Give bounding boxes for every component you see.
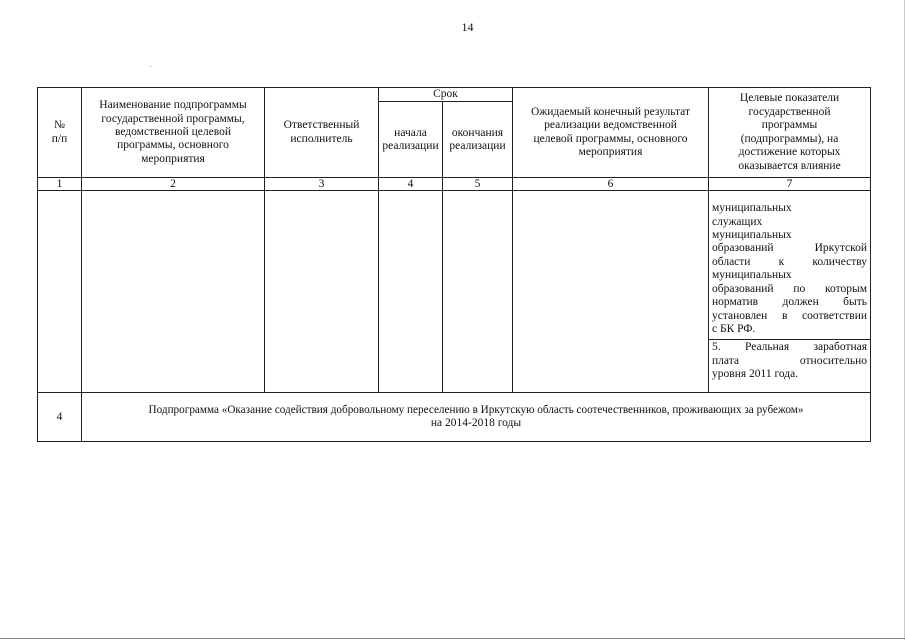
indicator-line: образований по которым bbox=[712, 282, 868, 295]
subprogram-title-line: Подпрограмма «Оказание содействия добровольному переселению в Иркутскую область соотечественников, проживающих за рубежом» bbox=[148, 404, 804, 416]
header-text: Целевые показатели bbox=[739, 92, 840, 105]
header-text: программы, основного bbox=[117, 139, 229, 152]
header-text: исполнитель bbox=[290, 132, 353, 145]
cell-empty bbox=[265, 191, 379, 393]
indicator-line: с БК РФ. bbox=[712, 322, 756, 335]
header-start bbox=[379, 102, 443, 178]
header-text: реализации bbox=[382, 139, 439, 152]
header-text: (подпрограммы), на bbox=[740, 132, 839, 145]
indicators-content bbox=[709, 201, 870, 382]
header-end bbox=[443, 102, 513, 178]
indicator-line: установлен в соответствии bbox=[712, 309, 868, 322]
header-name bbox=[82, 88, 265, 178]
header-num bbox=[38, 88, 82, 178]
header-text: начала bbox=[394, 126, 427, 139]
indicator-line: служащих bbox=[712, 215, 763, 228]
indicator-line: области к количеству bbox=[712, 255, 868, 268]
header-text: окончания bbox=[451, 126, 504, 139]
column-number: 7 bbox=[709, 178, 871, 191]
header-text: мероприятия bbox=[578, 146, 643, 159]
cell-empty bbox=[513, 191, 709, 393]
header-text: Наименование подпрограммы bbox=[99, 99, 247, 112]
header-text: реализации bbox=[449, 139, 506, 152]
cell-empty bbox=[82, 191, 265, 393]
indicator-line: норматив должен быть bbox=[712, 296, 868, 309]
column-number: 1 bbox=[38, 178, 82, 191]
column-number: 3 bbox=[265, 178, 379, 191]
column-number: 2 bbox=[82, 178, 265, 191]
header-text: Ожидаемый конечный результат bbox=[531, 105, 691, 118]
header-text: государственной программы, bbox=[101, 112, 245, 125]
subprogram-title-line: на 2014-2018 годы bbox=[430, 417, 522, 430]
indicator-line: муниципальных bbox=[712, 229, 792, 242]
header-text: ведомственной целевой bbox=[114, 126, 232, 138]
scan-speck bbox=[150, 66, 151, 67]
cell-empty bbox=[38, 191, 82, 393]
column-number-row bbox=[38, 178, 871, 191]
indicator-line: муниципальных bbox=[712, 202, 792, 215]
header-text: мероприятия bbox=[141, 152, 205, 165]
header-row-top bbox=[38, 88, 871, 102]
header-text: п/п bbox=[51, 132, 68, 145]
header-indicators bbox=[709, 88, 871, 178]
header-text: достижение которых bbox=[738, 146, 841, 159]
header-text: программы bbox=[761, 119, 818, 132]
cell-empty bbox=[379, 191, 443, 393]
indicator-line: 5. Реальная заработная bbox=[712, 341, 868, 354]
indicators-cell bbox=[709, 191, 871, 393]
subprogram-title bbox=[82, 393, 871, 442]
header-term: Срок bbox=[379, 88, 513, 102]
indicator-line: плата относительно bbox=[712, 354, 868, 367]
indicator-continued bbox=[709, 201, 870, 340]
column-number: 5 bbox=[443, 178, 513, 191]
header-text: оказывается влияние bbox=[738, 159, 841, 172]
subprogram-row bbox=[38, 393, 871, 442]
program-table bbox=[37, 87, 871, 442]
table-row bbox=[38, 191, 871, 393]
indicator-line: муниципальных bbox=[712, 269, 792, 282]
scan-edge-bottom bbox=[0, 638, 905, 639]
header-responsible bbox=[265, 88, 379, 178]
header-result bbox=[513, 88, 709, 178]
header-text: Ответственный bbox=[283, 119, 360, 132]
page-number: 14 bbox=[461, 20, 474, 34]
indicator-item-5 bbox=[709, 340, 870, 382]
column-number: 4 bbox=[379, 178, 443, 191]
header-text: целевой программы, основного bbox=[533, 132, 688, 145]
header-text: № bbox=[54, 119, 65, 132]
indicator-line: образований Иркутской bbox=[712, 242, 868, 255]
header-text: реализации ведомственной bbox=[544, 119, 677, 132]
column-number: 6 bbox=[513, 178, 709, 191]
indicator-line: уровня 2011 года. bbox=[712, 368, 799, 381]
cell-empty bbox=[443, 191, 513, 393]
header-text: государственной bbox=[748, 105, 831, 118]
subprogram-number: 4 bbox=[38, 393, 82, 442]
